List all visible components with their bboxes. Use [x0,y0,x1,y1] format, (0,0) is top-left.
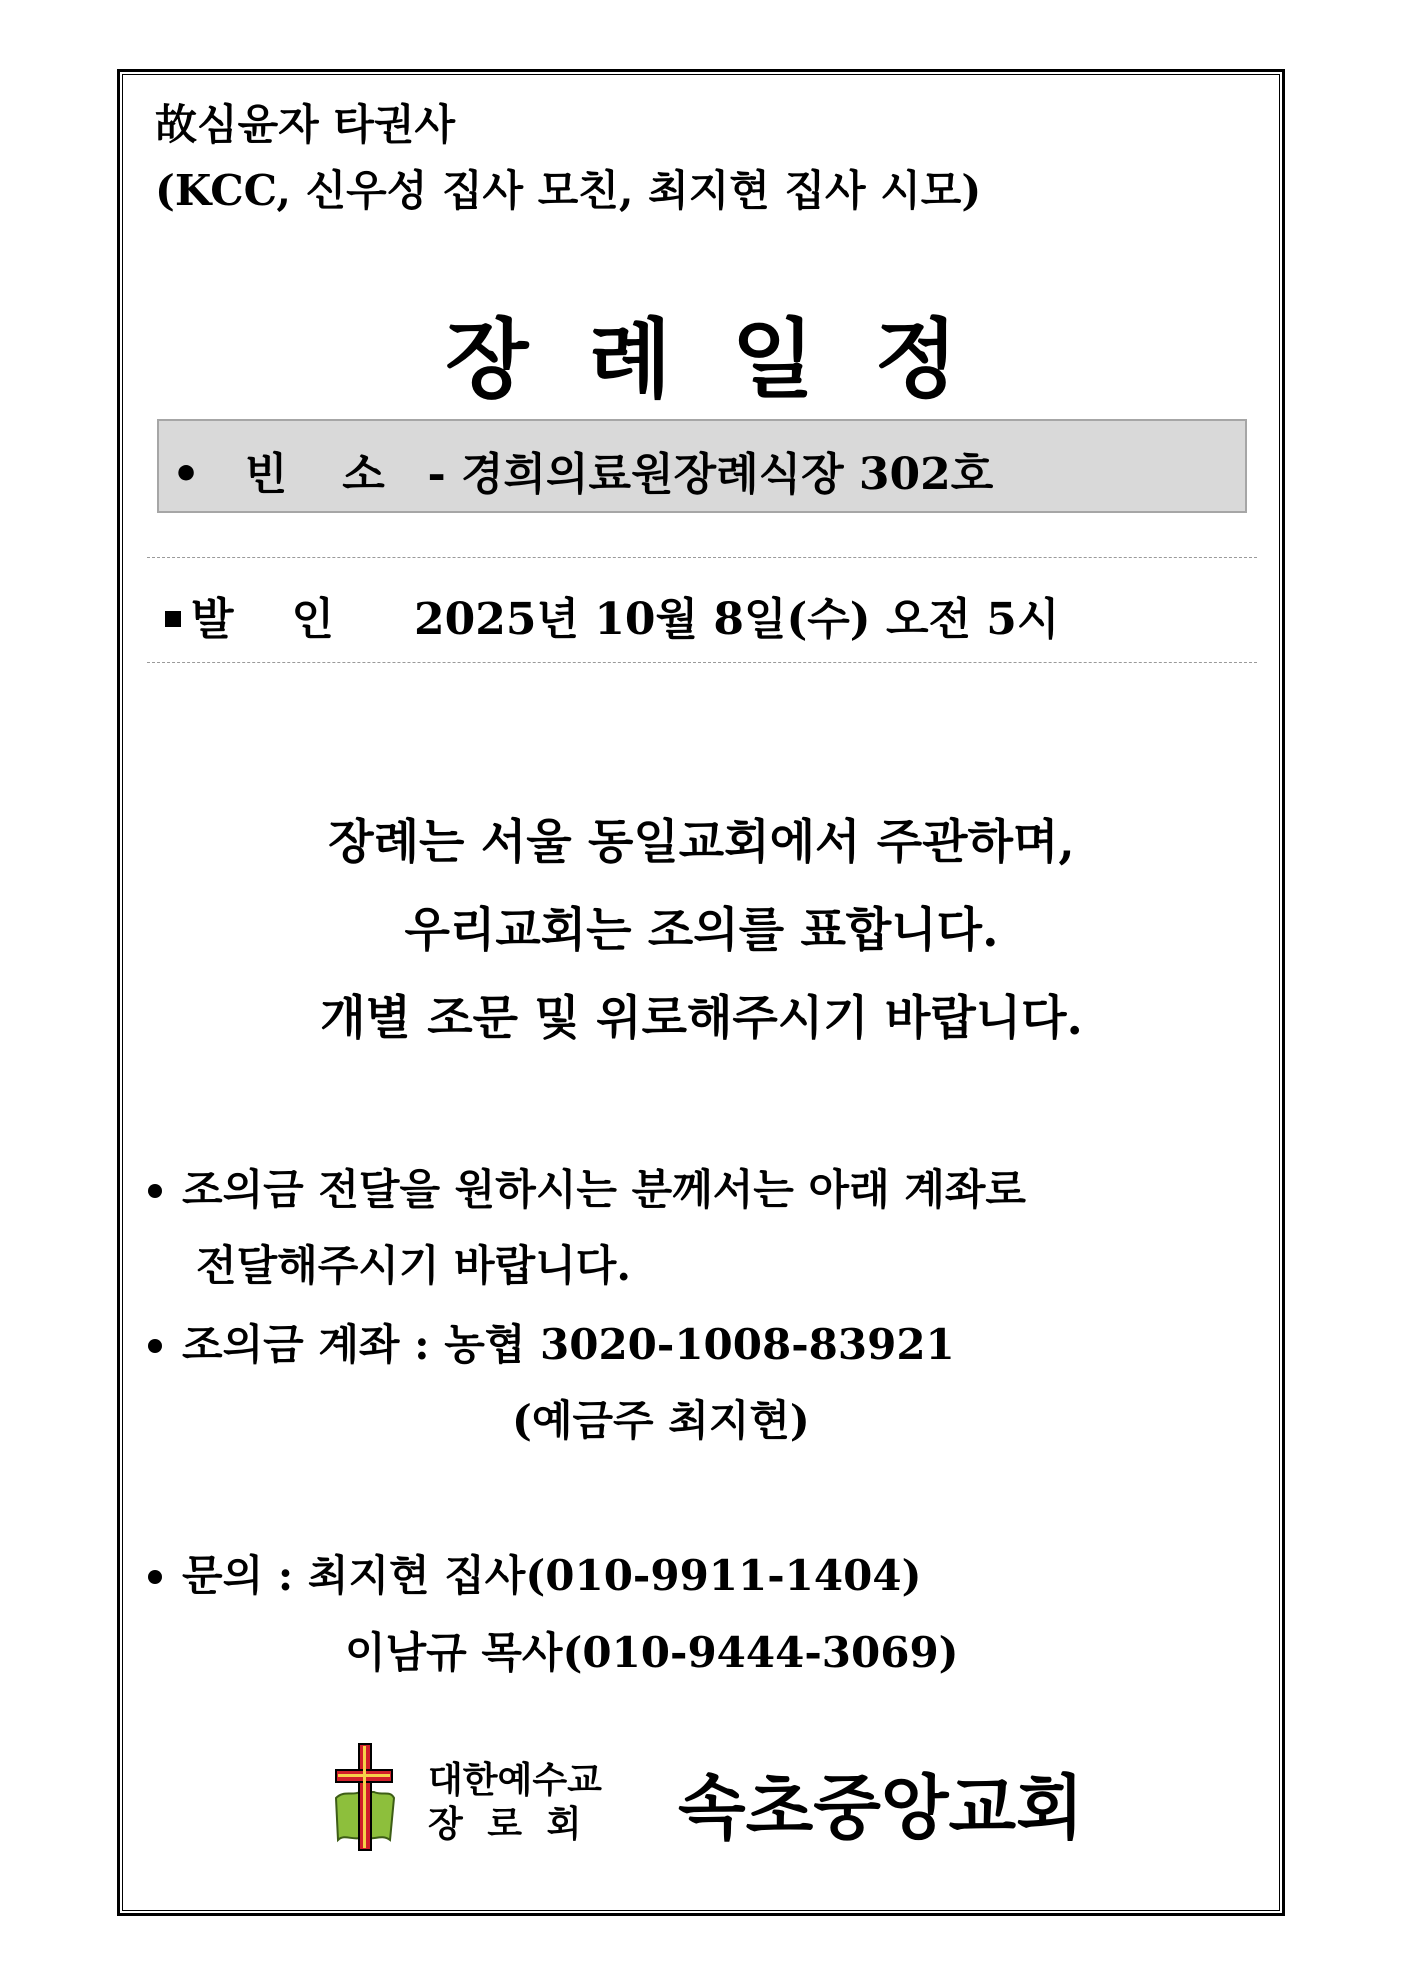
place-label-b: 소 [342,449,385,500]
divider-top [147,557,1257,558]
message-line-2: 우리교회는 조의를 표합니다. [404,903,999,958]
contact-text-1: 문의 : 최지현 집사(010-9911-1404) [182,1551,922,1600]
message-line-1: 장례는 서울 동일교회에서 주관하며, [328,815,1075,870]
denomination-bottom: 장 로 회 [428,1803,588,1845]
bullet-dot: • [172,449,201,500]
denomination-top: 대한예수교 [428,1759,602,1801]
bullet-dot-icon [148,1184,162,1198]
place-value: - 경희의료원장례식장 302호 [427,449,994,500]
condolence-text-1: 조의금 전달을 원하시는 분께서는 아래 계좌로 [182,1165,1026,1214]
square-bullet-icon [165,611,181,627]
divider-bottom [147,662,1257,663]
account-text: 조의금 계좌 : 농협 3020-1008-83921 [182,1320,955,1369]
condolence-line-1 [148,1157,1026,1217]
deceased-name: 故심윤자 타권사 [155,100,456,149]
contact-line-2: 이남규 목사(010-9444-3069) [345,1628,959,1677]
departure-value: 2025년 10월 8일(수) 오전 5시 [414,594,1060,645]
deceased-relation: (KCC, 신우성 집사 모친, 최지현 집사 시모) [155,166,982,215]
page-title: 장례일정 [445,309,1018,410]
bullet-dot-icon [148,1570,162,1584]
church-name: 속초중앙교회 [678,1766,1084,1849]
church-logo-icon [330,1740,398,1854]
departure-label-a: 발 [191,594,234,645]
bullet-dot-icon [148,1339,162,1353]
departure-row [165,583,1059,647]
account-holder: (예금주 최지현) [512,1396,810,1445]
message-line-3: 개별 조문 및 위로해주시기 바랍니다. [320,991,1083,1046]
condolence-line-2: 전달해주시기 바랍니다. [196,1241,631,1290]
place-label-a: 빈 [244,449,288,500]
contact-line-1 [148,1543,921,1603]
departure-label-b: 인 [291,594,335,645]
funeral-place [172,438,993,502]
account-line [148,1312,955,1372]
